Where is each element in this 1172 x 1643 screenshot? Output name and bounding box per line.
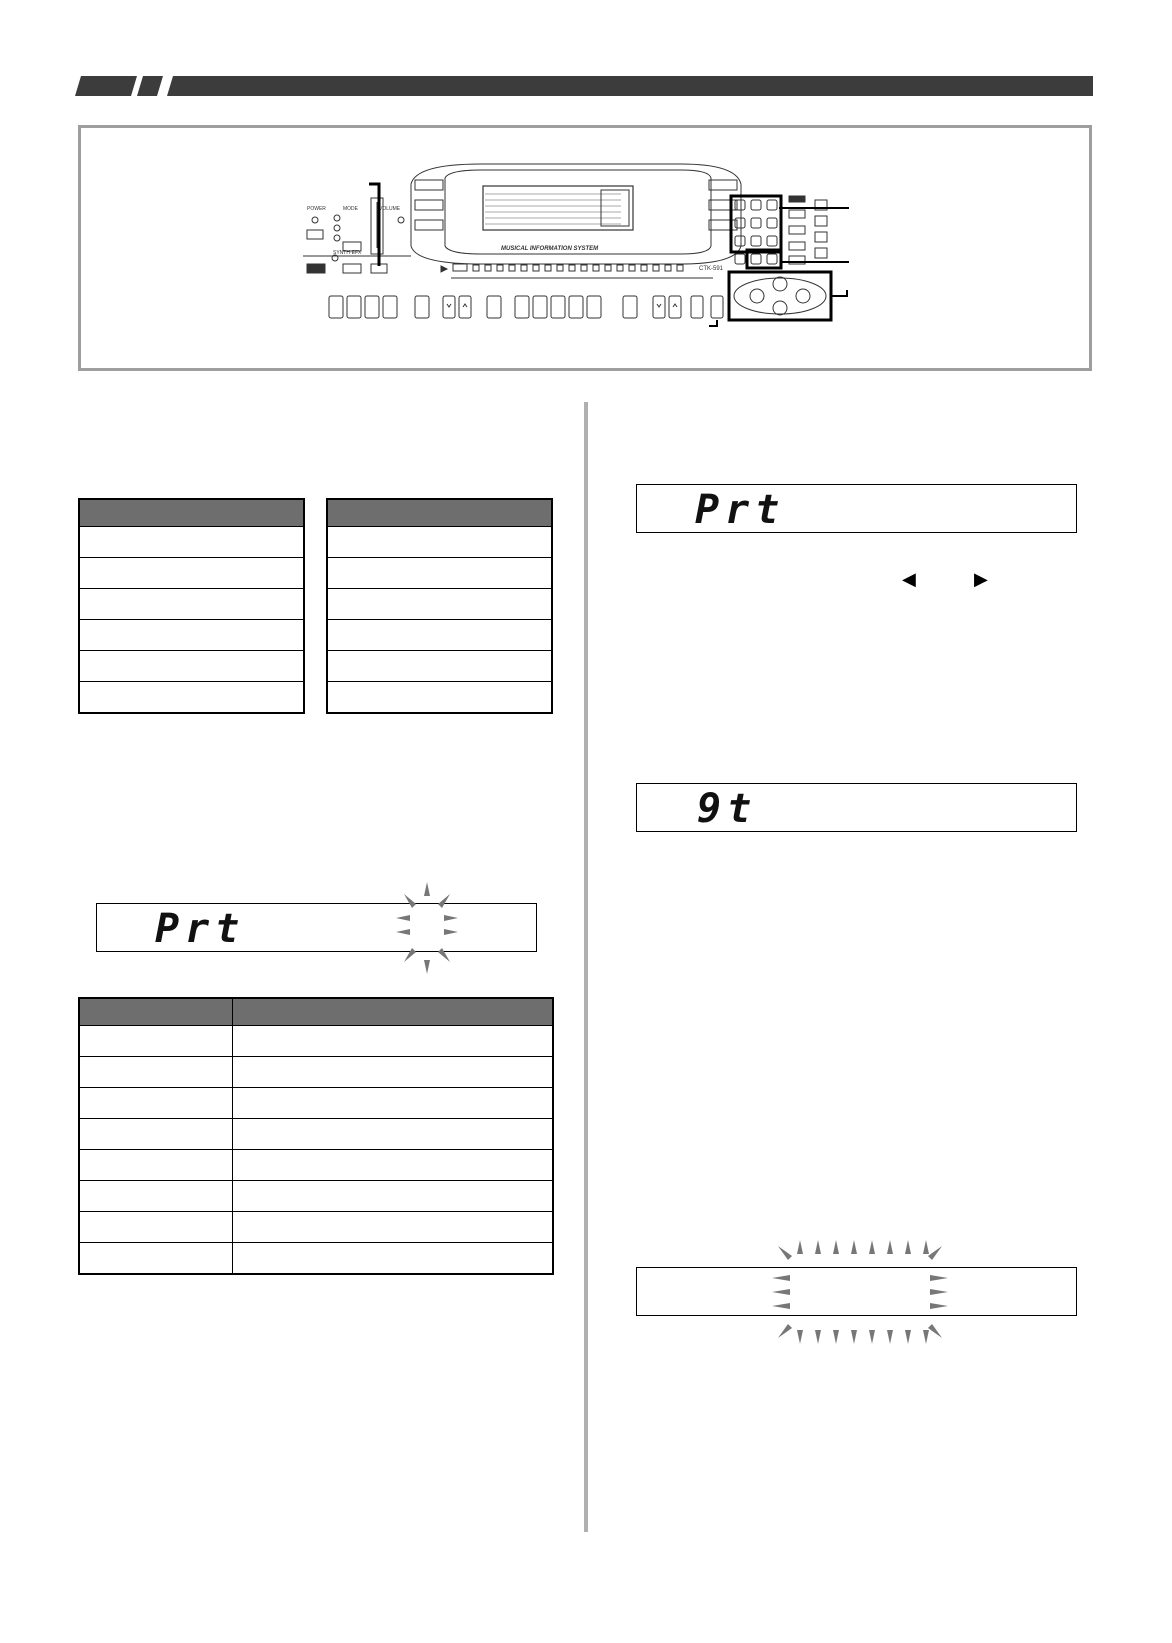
table-row bbox=[79, 1181, 553, 1212]
model-text: CTK-591 bbox=[699, 266, 724, 272]
table-row bbox=[327, 527, 552, 558]
flash-indicator-icon bbox=[770, 1238, 950, 1346]
table-row bbox=[327, 620, 552, 651]
table-row bbox=[79, 682, 304, 714]
arrow-right-icon: ▶ bbox=[974, 569, 988, 589]
svg-text:POWER: POWER bbox=[307, 206, 326, 212]
svg-text:SYNTH·EFX: SYNTH·EFX bbox=[333, 250, 362, 256]
lcd-text: Prt bbox=[695, 487, 786, 533]
table-left-b bbox=[326, 498, 553, 714]
table-row bbox=[79, 1150, 553, 1181]
svg-text:MODE: MODE bbox=[343, 206, 358, 212]
table-row bbox=[327, 651, 552, 682]
keyboard-illustration bbox=[81, 128, 1089, 368]
table-row bbox=[79, 558, 304, 589]
lcd-display-top-right bbox=[636, 484, 1077, 533]
table-row bbox=[327, 589, 552, 620]
table-row bbox=[79, 1212, 553, 1243]
table-row bbox=[79, 1243, 553, 1275]
lcd-text: 9t bbox=[697, 786, 758, 832]
lcd-text: Prt bbox=[155, 906, 246, 952]
table-row bbox=[79, 1088, 553, 1119]
lcd-display-left bbox=[96, 903, 537, 952]
keyboard-panel bbox=[78, 125, 1092, 371]
flash-indicator-icon bbox=[392, 880, 462, 976]
svg-text:VOLUME: VOLUME bbox=[379, 206, 401, 212]
table-row bbox=[79, 1119, 553, 1150]
arrow-left-icon: ◀ bbox=[902, 569, 916, 589]
column-divider bbox=[584, 402, 588, 1532]
table-row bbox=[79, 651, 304, 682]
table-row bbox=[327, 682, 552, 714]
table-left-a bbox=[78, 498, 305, 714]
brand-text: MUSICAL INFORMATION SYSTEM bbox=[501, 246, 599, 252]
table-bottom bbox=[78, 997, 554, 1275]
table-row bbox=[79, 527, 304, 558]
lcd-display-middle-right bbox=[636, 783, 1077, 832]
table-row bbox=[79, 1057, 553, 1088]
table-row bbox=[327, 558, 552, 589]
section-header-bar bbox=[75, 76, 1093, 96]
table-row bbox=[79, 620, 304, 651]
table-row bbox=[79, 589, 304, 620]
table-row bbox=[79, 1026, 553, 1057]
